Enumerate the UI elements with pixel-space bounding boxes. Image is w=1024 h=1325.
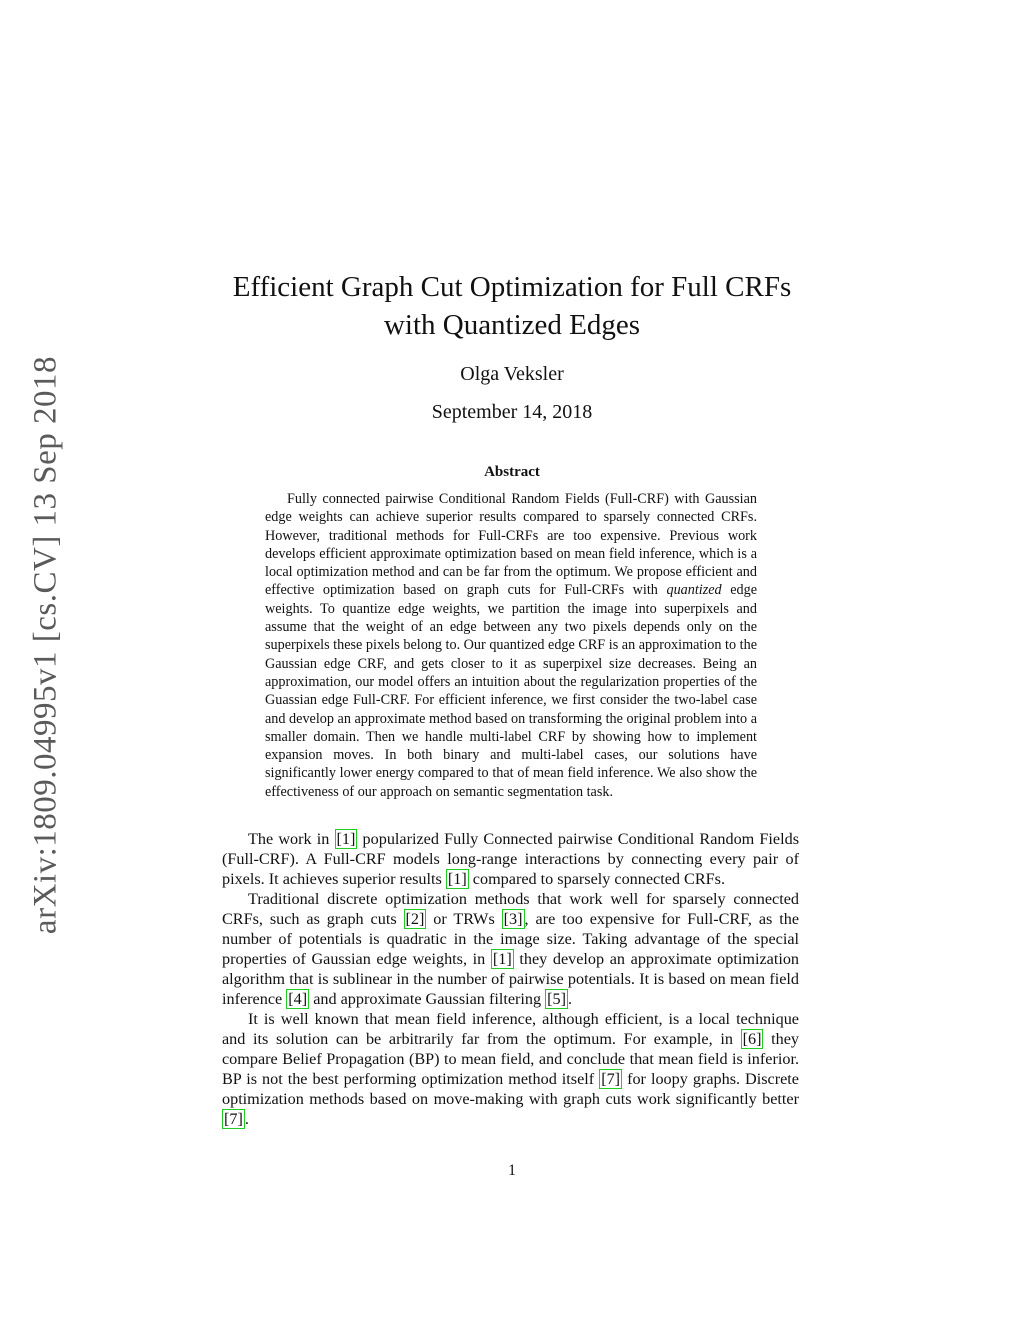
body-text (222, 829, 799, 1129)
text-run: popularized Fully Connected pairwise Conditional Random Fields (Full-CRF). A Full-CRF models long-range interactions by connecting every pair of pixels. It achieves superior results (222, 830, 799, 888)
text-run: compared to sparsely connected CRFs. (468, 870, 725, 888)
citation-link[interactable]: [1] (492, 950, 512, 968)
page-number: 1 (508, 1162, 516, 1179)
author-name: Olga Veksler (460, 363, 564, 385)
citation-link[interactable]: [4] (288, 990, 308, 1008)
citation-link[interactable]: [2] (405, 910, 425, 928)
arxiv-identifier-text: arXiv:1809.04995v1 [cs.CV] 13 Sep 2018 (27, 355, 64, 934)
text-run: or TRWs (426, 910, 502, 928)
abstract-text (265, 490, 757, 801)
paragraph-1 (222, 829, 799, 889)
text-run: , are too expensive for Full-CRF, as the number of potentials is quadratic in the image size. Taking advantage of the special properties of Gaussian edge weights, in (222, 910, 800, 968)
abstract-emphasis: quantized (666, 582, 722, 599)
text-run: . (244, 1110, 249, 1128)
citation-link[interactable]: [7] (224, 1110, 243, 1128)
citation-link[interactable]: [1] (336, 830, 356, 848)
citation-link[interactable]: [7] (601, 1070, 621, 1088)
paper-title-line-2: with Quantized Edges (383, 309, 641, 341)
text-run: and approximate Gaussian filtering (309, 990, 546, 1008)
abstract-heading: Abstract (484, 464, 540, 480)
publication-date: September 14, 2018 (431, 401, 593, 423)
text-run: . (568, 990, 573, 1008)
text-run: for loopy graphs. Discrete optimization methods based on move-making with graph cuts work significantly better (222, 1070, 799, 1108)
abstract-part-2: edge weights. To quantize edge weights, we partition the image into superpixels and assume that the weight of an edge between any two pixels depends only on the superpixels these pixels belong to. Our quantized edge CRF is an approximation to the Gaussian edge CRF, and gets closer to it as superpixel size decreases. Being an approximation, our model offers an intuition about the regularization properties of the Guassian edge Full-CRF. For efficient inference, we first consider the two-label case and develop an approximate method based on transforming the original problem into a smaller domain. Then we handle multi-label CRF by showing how to implement expansion moves. In both binary and multi-label cases, our solutions have significantly lower energy compared to that of mean field inference. We also show the effectiveness of our approach on semantic segmentation task. (265, 582, 757, 800)
abstract-part-1: Fully connected pairwise Conditional Random Fields (Full-CRF) with Gaussian edge weights can achieve superior results compared to sparsely connected CRFs. However, traditional methods for Full-CRFs are too expensive. Previous work develops efficient approximate optimization based on mean field inference, which is a local optimization method and can be far from the optimum. We propose efficient and effective optimization based on graph cuts for Full-CRFs with (265, 491, 757, 599)
text-run: they develop an approximate optimization algorithm that is sublinear in the number of pairwise potentials. It is based on mean field inference (222, 950, 800, 1008)
text-run: It is well known that mean field inference, although efficient, is a local technique and its solution can be arbitrarily far from the optimum. For example, in (222, 1010, 799, 1048)
text-run: Traditional discrete optimization methods that work well for sparsely connected CRFs, such as graph cuts (222, 890, 799, 928)
paragraph-2 (222, 889, 799, 1009)
paper-title (180, 268, 844, 344)
citation-link[interactable]: [3] (503, 910, 523, 928)
citation-link[interactable]: [6] (742, 1030, 762, 1048)
text-run: they compare Belief Propagation (BP) to mean field, and conclude that mean field is inferior. BP is not the best performing optimization method itself (222, 1030, 800, 1088)
arxiv-identifier (16, 352, 76, 937)
citation-link[interactable]: [1] (447, 870, 467, 888)
paper-title-line-1: Efficient Graph Cut Optimization for Full CRFs (232, 271, 792, 303)
paragraph-3 (222, 1009, 799, 1129)
citation-link[interactable]: [5] (547, 990, 567, 1008)
text-run: The work in (248, 830, 335, 848)
